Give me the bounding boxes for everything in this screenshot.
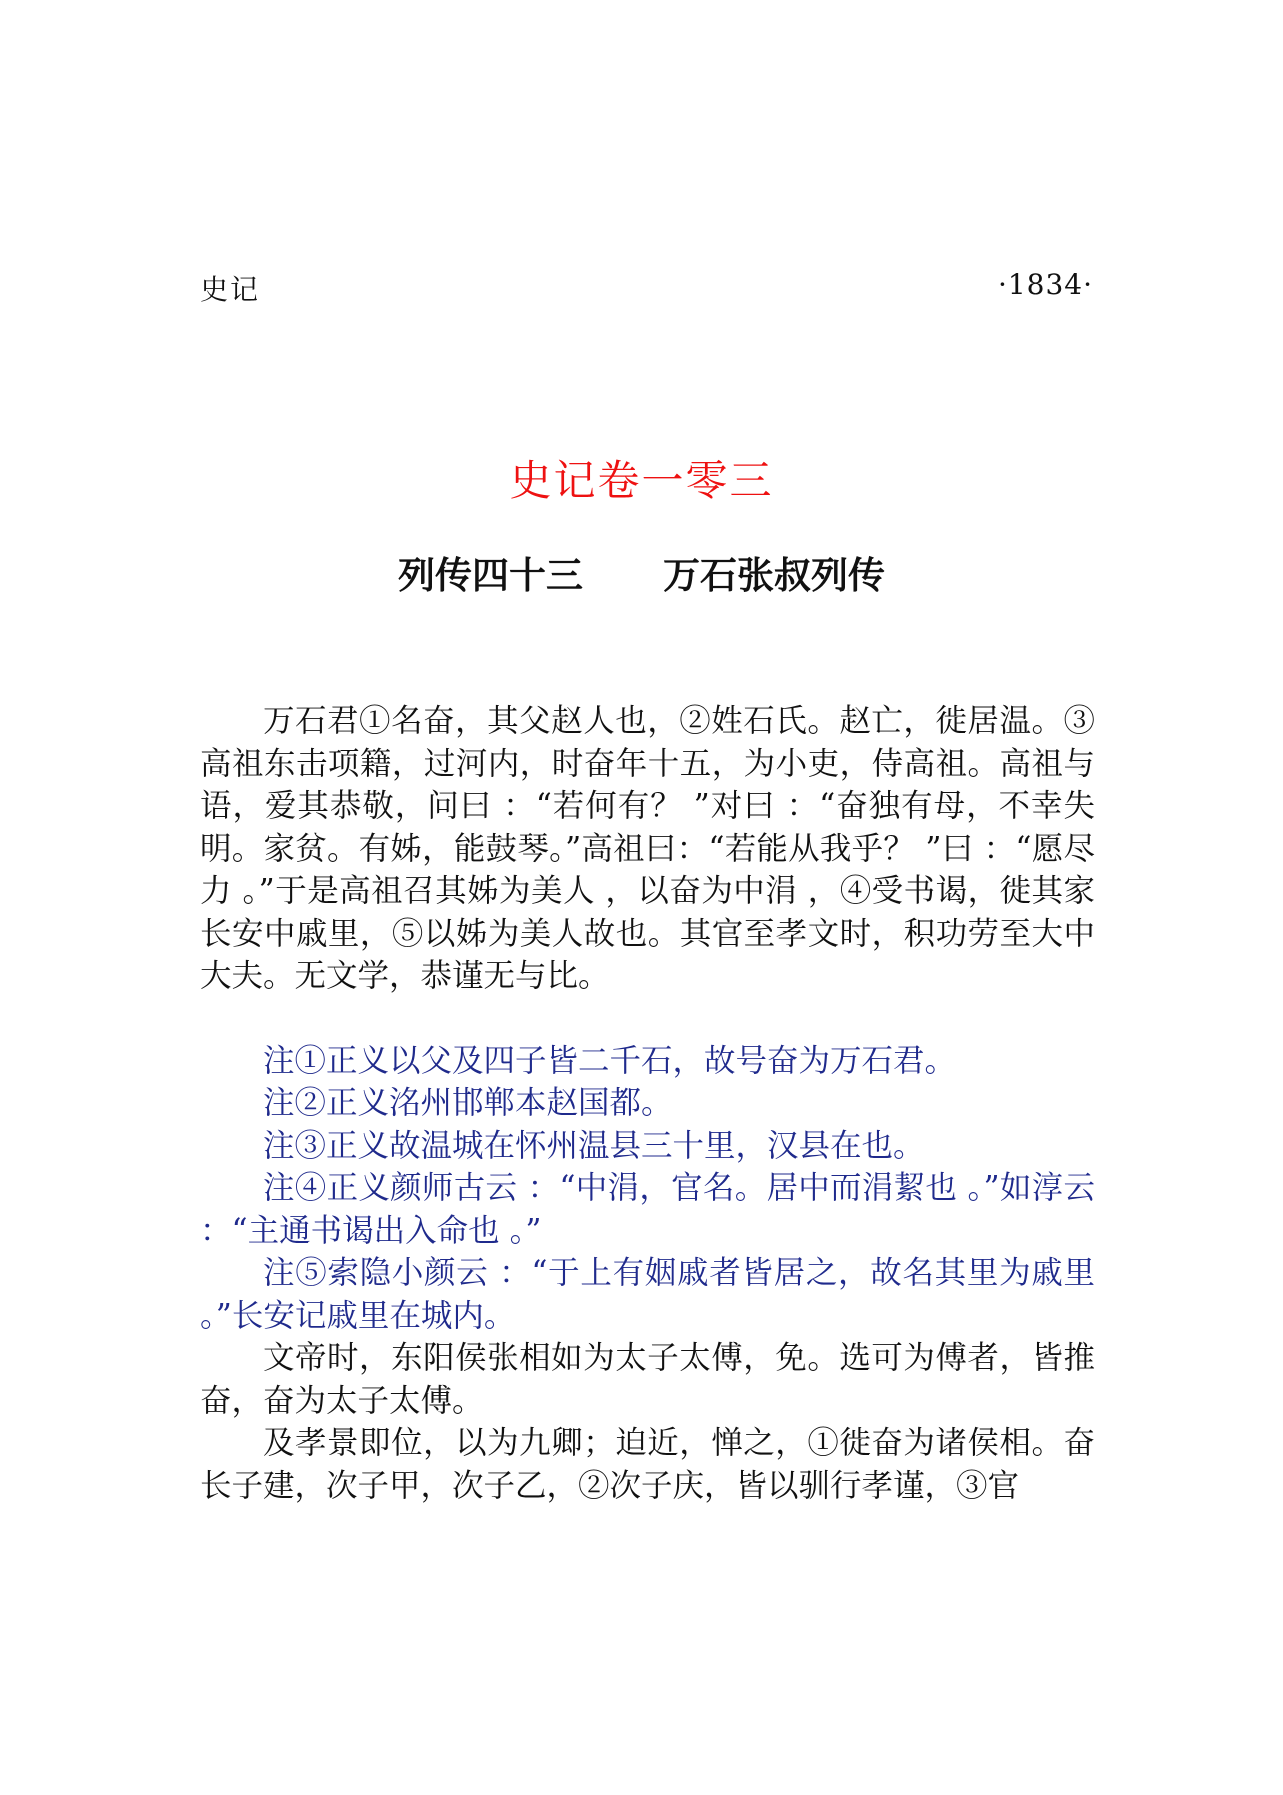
volume-title: 史记卷一零三 [509,456,774,505]
body-text [200,700,1095,1507]
chapter-number: 列传四十三 [398,554,583,597]
annotation-note: 注③正义故温城在怀州温县三十里，汉县在也。 [263,1127,925,1164]
page-number: ·1834· [997,268,1093,301]
running-header [200,268,1093,308]
annotation-note: 注⑤索隐小颜云 ：“于上有姻戚者皆居之，故名其里为戚里 。”长安记戚里在城内。 [200,1255,1095,1334]
main-paragraph: 及孝景即位，以为九卿；迫近，惮之，①徙奋为诸侯相。奋长子建，次子甲，次子乙，②次子庆，皆以驯行孝谨，③官 [200,1425,1095,1504]
annotation-note: 注①正义以父及四子皆二千石，故号奋为万石君。 [263,1042,957,1079]
annotation-note: 注②正义洺州邯郸本赵国都。 [263,1085,673,1121]
annotation-note: 注④正义颜师古云 ：“中涓，官名。居中而涓絜也 。”如淳云 ：“主通书谒出入命也 。” [200,1170,1095,1249]
main-paragraph: 文帝时，东阳侯张相如为太子太傅，免。选可为傅者，皆推奋，奋为太子太傅。 [200,1340,1095,1419]
main-paragraph: 万石君①名奋，其父赵人也，②姓石氏。赵亡，徙居温。③高祖东击项籍，过河内，时奋年十五，为小吏，侍高祖。高祖与语，爱其恭敬，问曰 ：“若何有？ ”对曰 ：“奋独有母，不幸失明。家贫。有姊，能鼓琴。”高祖曰：“若能从我乎？ ”曰 ：“愿尽力 。”于是高祖召其姊为美人 ，以奋为中涓 ，④受书谒，徙其家长安中戚里，⑤以姊为美人故也。其官至孝文时，积功劳至大中大夫。无文学，恭谨无与比。 [200,703,1095,994]
book-title: 史记 [200,273,261,306]
chapter-name: 万石张叔列传 [663,554,885,597]
chapter-title [0,545,1283,599]
